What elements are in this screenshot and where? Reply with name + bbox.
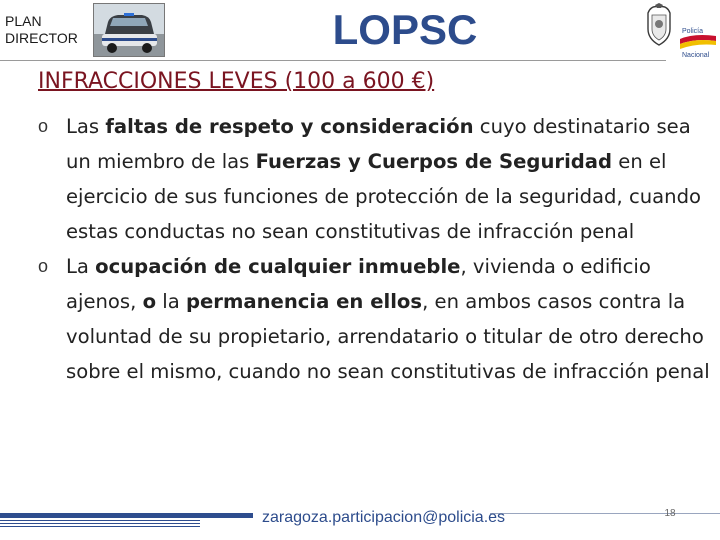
bullet-text-segment: , vivienda o edificio ajenos, [66,255,651,313]
bullet-text-segment: La [66,255,96,278]
footer-email: zaragoza.participacion@policia.es [262,509,506,526]
bullet-text-segment: cuyo destinatario sea un miembro de las [66,115,691,173]
page-number: 18 [664,508,676,519]
bullet-text-segment: Las [66,115,106,138]
section-heading: INFRACCIONES LEVES (100 a 600 €) [38,69,435,94]
plan-label-line1: PLAN [5,13,42,29]
bullet-text-bold: o [142,290,157,313]
bullet-text-bold: faltas de respeto y consideración [105,115,474,138]
bullet-text-bold: permanencia en ellos [185,290,423,313]
bullet-item [38,109,714,249]
logo-text-policia: Policía [682,28,704,35]
bullet-text-segment: la [156,290,186,313]
bullet-text-bold: Fuerzas y Cuerpos de Seguridad [255,150,613,173]
bullet-item [38,249,714,389]
bullet-text-segment: en el ejercicio de sus funciones de protección de la seguridad, cuando estas conductas no sean constitutivas de infracción penal [66,150,701,243]
policia-nacional-logo [640,3,718,59]
bullet-text-segment: , en ambos casos contra la voluntad de su propietario, arrendatario o titular de otro derecho sobre el mismo, cuando no sean constitutivas de infracción penal [66,290,710,383]
logo-text-nacional: Nacional [682,52,710,59]
header-divider [0,60,666,61]
bullet-text-bold: ocupación de cualquier inmueble [95,255,461,278]
police-car-image [93,3,165,57]
plan-label-line2: DIRECTOR [5,30,78,46]
footer-accent-bar [0,513,253,518]
slide-title: LOPSC [332,6,478,53]
police-car-icon [94,4,164,56]
plan-director-label [5,13,78,47]
footer-accent-stripes [0,520,200,528]
bullet-list [38,109,714,389]
bullet-marker-icon: o [38,256,49,276]
bullet-marker-icon: o [38,116,49,136]
police-crest-icon [640,3,718,59]
